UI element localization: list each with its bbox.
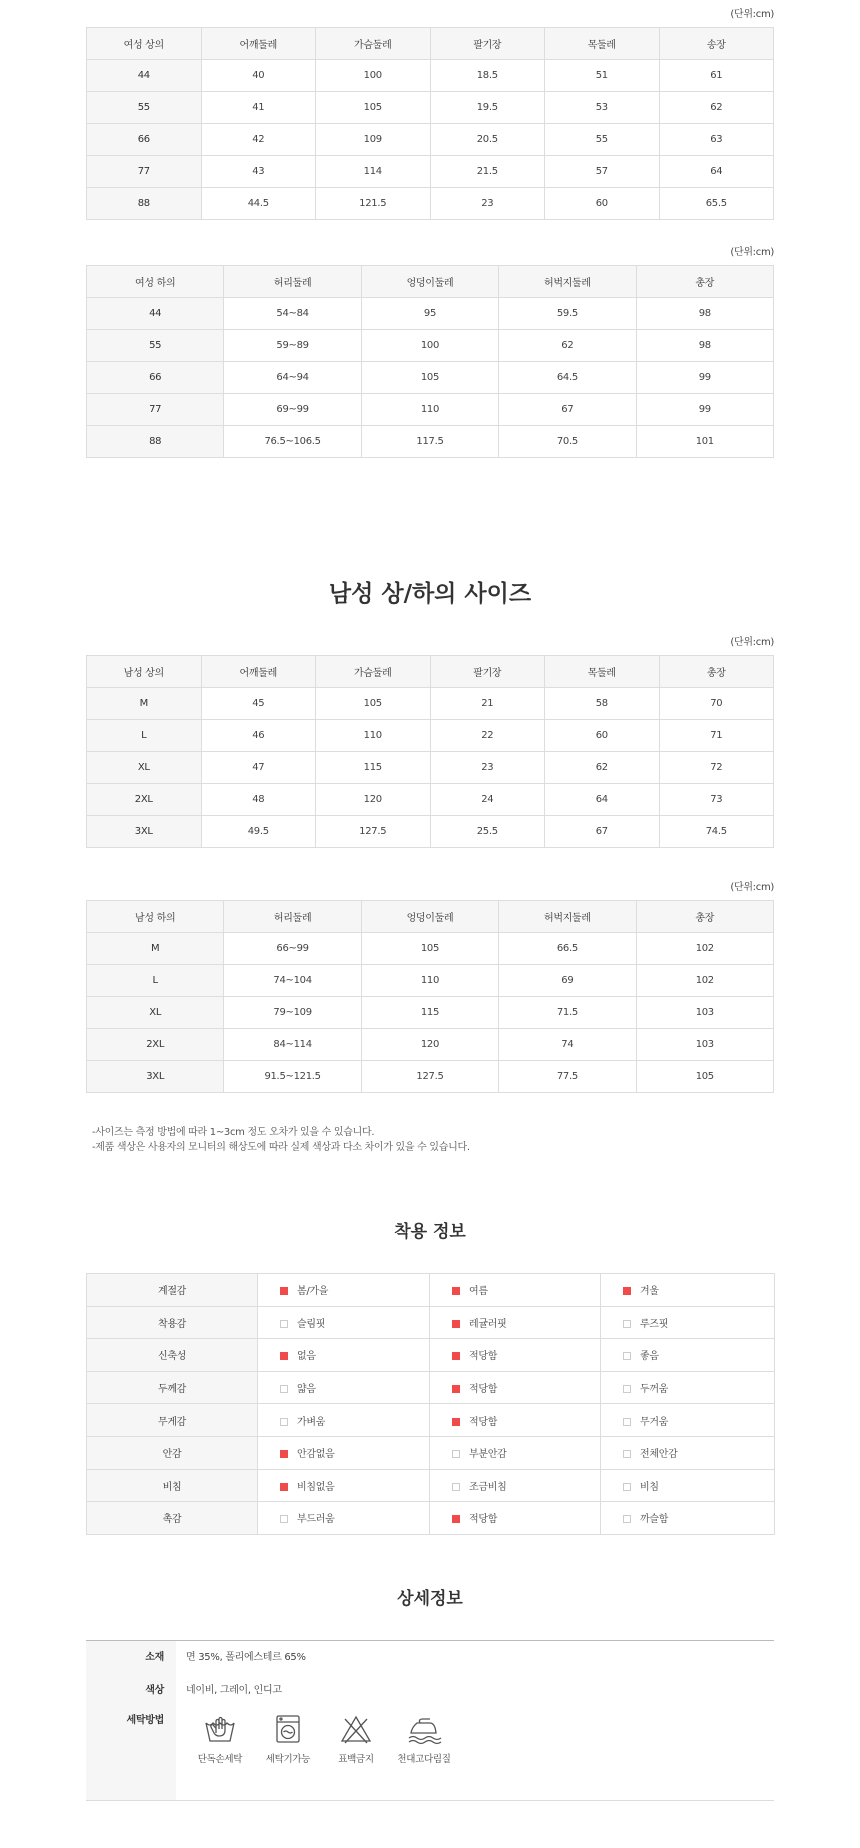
column-header: 어깨둘레 xyxy=(201,28,316,60)
table-cell: 59.5 xyxy=(499,298,636,330)
unchecked-box-icon xyxy=(280,1418,288,1426)
checked-box-icon xyxy=(280,1450,288,1458)
table-cell: 58 xyxy=(545,688,660,720)
women-bottom-size-table xyxy=(86,265,774,458)
column-header: 송장 xyxy=(659,28,774,60)
fit-row-label: 신축성 xyxy=(87,1339,258,1372)
unchecked-box-icon xyxy=(280,1515,288,1523)
men-top-size-table xyxy=(86,655,774,848)
fit-row xyxy=(87,1371,775,1404)
table-cell: 84~114 xyxy=(224,1029,361,1061)
unit-label: (단위:cm) xyxy=(730,9,774,20)
table-cell: 60 xyxy=(545,188,660,220)
table-cell: 73 xyxy=(659,784,774,816)
fit-option xyxy=(430,1502,601,1535)
fit-option-label: 가벼움 xyxy=(297,1416,326,1428)
color-value: 네이비, 그레이, 인디고 xyxy=(186,1685,282,1696)
table-cell: 71 xyxy=(659,720,774,752)
table-cell: 100 xyxy=(361,330,498,362)
no-bleach-icon xyxy=(338,1711,374,1747)
fit-option-label: 전체안감 xyxy=(640,1449,678,1461)
table-cell: 115 xyxy=(361,997,498,1029)
table-cell: 76.5~106.5 xyxy=(224,426,361,458)
size-label-cell: 77 xyxy=(87,156,202,188)
table-cell: 59~89 xyxy=(224,330,361,362)
fit-row-label: 안감 xyxy=(87,1436,258,1469)
care-item-no-bleach xyxy=(322,1711,390,1765)
fit-option-label: 슬림핏 xyxy=(297,1318,326,1330)
fit-option-label: 얇음 xyxy=(297,1384,316,1396)
women-top-size-table xyxy=(86,27,774,220)
table-cell: 105 xyxy=(361,362,498,394)
table-cell: 46 xyxy=(201,720,316,752)
color-label: 색상 xyxy=(86,1675,176,1707)
fit-option-label: 부드러움 xyxy=(297,1514,335,1526)
women-bottom-size-section xyxy=(86,246,774,458)
table-row xyxy=(87,330,774,362)
table-cell: 66~99 xyxy=(224,933,361,965)
fit-option xyxy=(430,1404,601,1437)
table-cell: 22 xyxy=(430,720,545,752)
table-cell: 47 xyxy=(201,752,316,784)
care-label: 천대고다림질 xyxy=(397,1754,451,1765)
table-cell: 43 xyxy=(201,156,316,188)
fit-option xyxy=(601,1404,775,1437)
fit-option xyxy=(258,1436,430,1469)
men-size-title: 남성 상/하의 사이즈 xyxy=(328,581,532,607)
fit-option xyxy=(601,1502,775,1535)
table-cell: 53 xyxy=(545,92,660,124)
fit-option xyxy=(430,1469,601,1502)
column-header: 허벅지둘레 xyxy=(499,266,636,298)
fit-option xyxy=(601,1339,775,1372)
table-cell: 70.5 xyxy=(499,426,636,458)
table-cell: 101 xyxy=(636,426,773,458)
checked-box-icon xyxy=(452,1515,460,1523)
unit-label: (단위:cm) xyxy=(730,882,774,893)
table-row xyxy=(87,1029,774,1061)
table-row xyxy=(87,426,774,458)
material-label: 소재 xyxy=(86,1641,176,1675)
column-header: 팔기장 xyxy=(430,656,545,688)
fit-option xyxy=(601,1371,775,1404)
fit-option xyxy=(258,1502,430,1535)
column-header: 가슴둘레 xyxy=(316,28,431,60)
size-notes xyxy=(92,1125,470,1155)
column-header: 남성 상의 xyxy=(87,656,202,688)
fit-row-label: 두께감 xyxy=(87,1371,258,1404)
fit-option-label: 없음 xyxy=(297,1351,316,1363)
fit-option-label: 적당함 xyxy=(469,1514,498,1526)
fit-info-table xyxy=(86,1273,775,1535)
fit-option xyxy=(258,1404,430,1437)
fit-option xyxy=(430,1436,601,1469)
size-label-cell: L xyxy=(87,720,202,752)
unit-label: (단위:cm) xyxy=(730,247,774,258)
note-line: -제품 색상은 사용자의 모니터의 해상도에 따라 실제 색상과 다소 차이가 있을 수 있습니다. xyxy=(92,1142,470,1153)
table-row xyxy=(87,394,774,426)
checked-box-icon xyxy=(623,1287,631,1295)
unchecked-box-icon xyxy=(623,1483,631,1491)
table-cell: 77.5 xyxy=(499,1061,636,1093)
table-cell: 61 xyxy=(659,60,774,92)
fit-option-label: 적당함 xyxy=(469,1416,498,1428)
fit-option-label: 무거움 xyxy=(640,1416,669,1428)
table-cell: 103 xyxy=(636,1029,773,1061)
fit-row xyxy=(87,1274,775,1307)
care-item-hand-wash xyxy=(186,1711,254,1765)
table-cell: 105 xyxy=(361,933,498,965)
fit-info-title: 착용 정보 xyxy=(394,1222,466,1242)
fit-option-label: 봄/가을 xyxy=(297,1286,329,1298)
unchecked-box-icon xyxy=(623,1515,631,1523)
fit-option-label: 적당함 xyxy=(469,1351,498,1363)
table-cell: 57 xyxy=(545,156,660,188)
table-cell: 102 xyxy=(636,965,773,997)
column-header: 총장 xyxy=(636,266,773,298)
table-cell: 62 xyxy=(499,330,636,362)
care-label: 세탁기가능 xyxy=(265,1754,311,1765)
fit-option-label: 좋음 xyxy=(640,1351,659,1363)
table-cell: 23 xyxy=(430,188,545,220)
fit-option xyxy=(430,1339,601,1372)
checked-box-icon xyxy=(280,1287,288,1295)
column-header: 허리둘레 xyxy=(224,901,361,933)
fit-option-label: 레귤러핏 xyxy=(469,1318,507,1330)
table-cell: 55 xyxy=(545,124,660,156)
column-header: 어깨둘레 xyxy=(201,656,316,688)
column-header: 남성 하의 xyxy=(87,901,224,933)
fit-option xyxy=(258,1371,430,1404)
care-item-iron xyxy=(390,1711,458,1765)
fit-option-label: 안감없음 xyxy=(297,1449,335,1461)
unchecked-box-icon xyxy=(452,1450,460,1458)
table-cell: 74~104 xyxy=(224,965,361,997)
table-row xyxy=(87,362,774,394)
table-row xyxy=(87,298,774,330)
size-label-cell: XL xyxy=(87,997,224,1029)
fit-option xyxy=(601,1469,775,1502)
note-line: -사이즈는 측정 방법에 따라 1~3cm 정도 오차가 있을 수 있습니다. xyxy=(92,1127,375,1138)
table-cell: 60 xyxy=(545,720,660,752)
table-cell: 95 xyxy=(361,298,498,330)
size-label-cell: 44 xyxy=(87,298,224,330)
table-cell: 121.5 xyxy=(316,188,431,220)
size-label-cell: 3XL xyxy=(87,816,202,848)
size-label-cell: 66 xyxy=(87,362,224,394)
column-header: 목둘레 xyxy=(545,28,660,60)
checked-box-icon xyxy=(452,1352,460,1360)
unchecked-box-icon xyxy=(623,1418,631,1426)
fit-row xyxy=(87,1436,775,1469)
size-label-cell: 88 xyxy=(87,188,202,220)
table-cell: 48 xyxy=(201,784,316,816)
table-cell: 63 xyxy=(659,124,774,156)
fit-row xyxy=(87,1469,775,1502)
table-cell: 64 xyxy=(659,156,774,188)
table-cell: 74.5 xyxy=(659,816,774,848)
table-header-row xyxy=(87,28,774,60)
table-cell: 102 xyxy=(636,933,773,965)
detail-row-color xyxy=(86,1675,774,1707)
table-header-row xyxy=(87,901,774,933)
table-cell: 117.5 xyxy=(361,426,498,458)
column-header: 엉덩이둘레 xyxy=(361,901,498,933)
size-label-cell: 44 xyxy=(87,60,202,92)
size-label-cell: 55 xyxy=(87,92,202,124)
men-bottom-size-table xyxy=(86,900,774,1093)
table-cell: 62 xyxy=(659,92,774,124)
fit-option-label: 비침없음 xyxy=(297,1481,335,1493)
table-cell: 69~99 xyxy=(224,394,361,426)
fit-option xyxy=(430,1371,601,1404)
table-row xyxy=(87,720,774,752)
table-cell: 23 xyxy=(430,752,545,784)
unchecked-box-icon xyxy=(452,1483,460,1491)
fit-option xyxy=(258,1339,430,1372)
care-icons xyxy=(186,1711,774,1765)
table-cell: 69 xyxy=(499,965,636,997)
fit-option xyxy=(601,1436,775,1469)
table-row xyxy=(87,688,774,720)
table-row xyxy=(87,60,774,92)
size-label-cell: XL xyxy=(87,752,202,784)
table-cell: 64.5 xyxy=(499,362,636,394)
unchecked-box-icon xyxy=(623,1450,631,1458)
fit-row xyxy=(87,1404,775,1437)
table-row xyxy=(87,1061,774,1093)
unchecked-box-icon xyxy=(280,1320,288,1328)
table-cell: 51 xyxy=(545,60,660,92)
checked-box-icon xyxy=(452,1320,460,1328)
table-cell: 70 xyxy=(659,688,774,720)
men-bottom-size-section xyxy=(86,881,774,1093)
table-row xyxy=(87,92,774,124)
detail-row-wash xyxy=(86,1707,774,1800)
column-header: 허벅지둘레 xyxy=(499,901,636,933)
table-cell: 64 xyxy=(545,784,660,816)
size-label-cell: 3XL xyxy=(87,1061,224,1093)
table-cell: 20.5 xyxy=(430,124,545,156)
table-row xyxy=(87,997,774,1029)
iron-with-cloth-icon xyxy=(406,1711,442,1747)
table-cell: 103 xyxy=(636,997,773,1029)
table-row xyxy=(87,933,774,965)
table-cell: 99 xyxy=(636,394,773,426)
fit-row-label: 촉감 xyxy=(87,1502,258,1535)
column-header: 팔기장 xyxy=(430,28,545,60)
checked-box-icon xyxy=(452,1287,460,1295)
column-header: 총장 xyxy=(636,901,773,933)
table-cell: 41 xyxy=(201,92,316,124)
size-label-cell: L xyxy=(87,965,224,997)
table-cell: 67 xyxy=(499,394,636,426)
fit-option xyxy=(601,1274,775,1307)
table-cell: 19.5 xyxy=(430,92,545,124)
size-label-cell: 66 xyxy=(87,124,202,156)
fit-option-label: 두꺼움 xyxy=(640,1384,669,1396)
table-cell: 91.5~121.5 xyxy=(224,1061,361,1093)
fit-option-label: 겨울 xyxy=(640,1286,659,1298)
table-cell: 98 xyxy=(636,298,773,330)
table-cell: 54~84 xyxy=(224,298,361,330)
table-row xyxy=(87,188,774,220)
material-value: 면 35%, 폴리에스테르 65% xyxy=(186,1652,306,1663)
fit-row-label: 계절감 xyxy=(87,1274,258,1307)
fit-option xyxy=(258,1469,430,1502)
unchecked-box-icon xyxy=(623,1320,631,1328)
table-cell: 105 xyxy=(316,688,431,720)
fit-option xyxy=(258,1274,430,1307)
table-cell: 24 xyxy=(430,784,545,816)
men-top-size-section xyxy=(86,636,774,848)
table-cell: 74 xyxy=(499,1029,636,1061)
table-cell: 109 xyxy=(316,124,431,156)
table-cell: 115 xyxy=(316,752,431,784)
table-cell: 100 xyxy=(316,60,431,92)
fit-row-label: 착용감 xyxy=(87,1306,258,1339)
detail-info-table xyxy=(86,1640,774,1801)
table-cell: 120 xyxy=(316,784,431,816)
fit-option xyxy=(430,1306,601,1339)
table-cell: 25.5 xyxy=(430,816,545,848)
unchecked-box-icon xyxy=(280,1385,288,1393)
checked-box-icon xyxy=(452,1385,460,1393)
machine-wash-icon xyxy=(270,1711,306,1747)
fit-option-label: 조금비침 xyxy=(469,1481,507,1493)
table-cell: 114 xyxy=(316,156,431,188)
table-row xyxy=(87,816,774,848)
care-item-machine-wash xyxy=(254,1711,322,1765)
table-header-row xyxy=(87,656,774,688)
unit-label: (단위:cm) xyxy=(730,637,774,648)
column-header: 총장 xyxy=(659,656,774,688)
table-cell: 71.5 xyxy=(499,997,636,1029)
table-cell: 110 xyxy=(361,394,498,426)
table-cell: 79~109 xyxy=(224,997,361,1029)
table-cell: 21.5 xyxy=(430,156,545,188)
table-cell: 21 xyxy=(430,688,545,720)
table-cell: 99 xyxy=(636,362,773,394)
fit-option xyxy=(430,1274,601,1307)
table-cell: 62 xyxy=(545,752,660,784)
checked-box-icon xyxy=(452,1418,460,1426)
size-label-cell: 77 xyxy=(87,394,224,426)
table-row xyxy=(87,124,774,156)
fit-option-label: 부분안감 xyxy=(469,1449,507,1461)
detail-row-material xyxy=(86,1641,774,1675)
fit-option-label: 루즈핏 xyxy=(640,1318,669,1330)
size-label-cell: 55 xyxy=(87,330,224,362)
women-top-size-section xyxy=(86,8,774,220)
table-cell: 49.5 xyxy=(201,816,316,848)
table-cell: 105 xyxy=(636,1061,773,1093)
table-cell: 18.5 xyxy=(430,60,545,92)
table-cell: 44.5 xyxy=(201,188,316,220)
table-row xyxy=(87,784,774,816)
unchecked-box-icon xyxy=(623,1385,631,1393)
size-label-cell: M xyxy=(87,688,202,720)
table-cell: 127.5 xyxy=(316,816,431,848)
hand-wash-icon xyxy=(202,1711,238,1747)
fit-row xyxy=(87,1339,775,1372)
checked-box-icon xyxy=(280,1352,288,1360)
fit-row-label: 비침 xyxy=(87,1469,258,1502)
table-cell: 65.5 xyxy=(659,188,774,220)
fit-option-label: 비침 xyxy=(640,1481,659,1493)
table-cell: 64~94 xyxy=(224,362,361,394)
column-header: 여성 하의 xyxy=(87,266,224,298)
fit-row xyxy=(87,1502,775,1535)
wash-label: 세탁방법 xyxy=(86,1707,176,1800)
table-cell: 110 xyxy=(316,720,431,752)
checked-box-icon xyxy=(280,1483,288,1491)
fit-option-label: 까슬함 xyxy=(640,1514,669,1526)
table-cell: 67 xyxy=(545,816,660,848)
care-label: 표백금지 xyxy=(338,1754,374,1765)
fit-row xyxy=(87,1306,775,1339)
fit-option-label: 여름 xyxy=(469,1286,488,1298)
fit-row-label: 무게감 xyxy=(87,1404,258,1437)
table-cell: 45 xyxy=(201,688,316,720)
table-cell: 42 xyxy=(201,124,316,156)
table-cell: 127.5 xyxy=(361,1061,498,1093)
table-cell: 120 xyxy=(361,1029,498,1061)
fit-info-section xyxy=(86,1273,774,1535)
table-row xyxy=(87,965,774,997)
table-cell: 110 xyxy=(361,965,498,997)
column-header: 목둘레 xyxy=(545,656,660,688)
care-label: 단독손세탁 xyxy=(197,1754,243,1765)
size-label-cell: 2XL xyxy=(87,1029,224,1061)
table-row xyxy=(87,752,774,784)
column-header: 여성 상의 xyxy=(87,28,202,60)
table-row xyxy=(87,156,774,188)
table-cell: 98 xyxy=(636,330,773,362)
size-label-cell: M xyxy=(87,933,224,965)
fit-option-label: 적당함 xyxy=(469,1384,498,1396)
table-cell: 105 xyxy=(316,92,431,124)
unchecked-box-icon xyxy=(623,1352,631,1360)
size-label-cell: 2XL xyxy=(87,784,202,816)
table-cell: 40 xyxy=(201,60,316,92)
fit-option xyxy=(258,1306,430,1339)
table-header-row xyxy=(87,266,774,298)
fit-option xyxy=(601,1306,775,1339)
column-header: 허리둘레 xyxy=(224,266,361,298)
detail-info-title: 상세정보 xyxy=(397,1589,463,1609)
size-label-cell: 88 xyxy=(87,426,224,458)
table-cell: 66.5 xyxy=(499,933,636,965)
table-cell: 72 xyxy=(659,752,774,784)
column-header: 엉덩이둘레 xyxy=(361,266,498,298)
column-header: 가슴둘레 xyxy=(316,656,431,688)
